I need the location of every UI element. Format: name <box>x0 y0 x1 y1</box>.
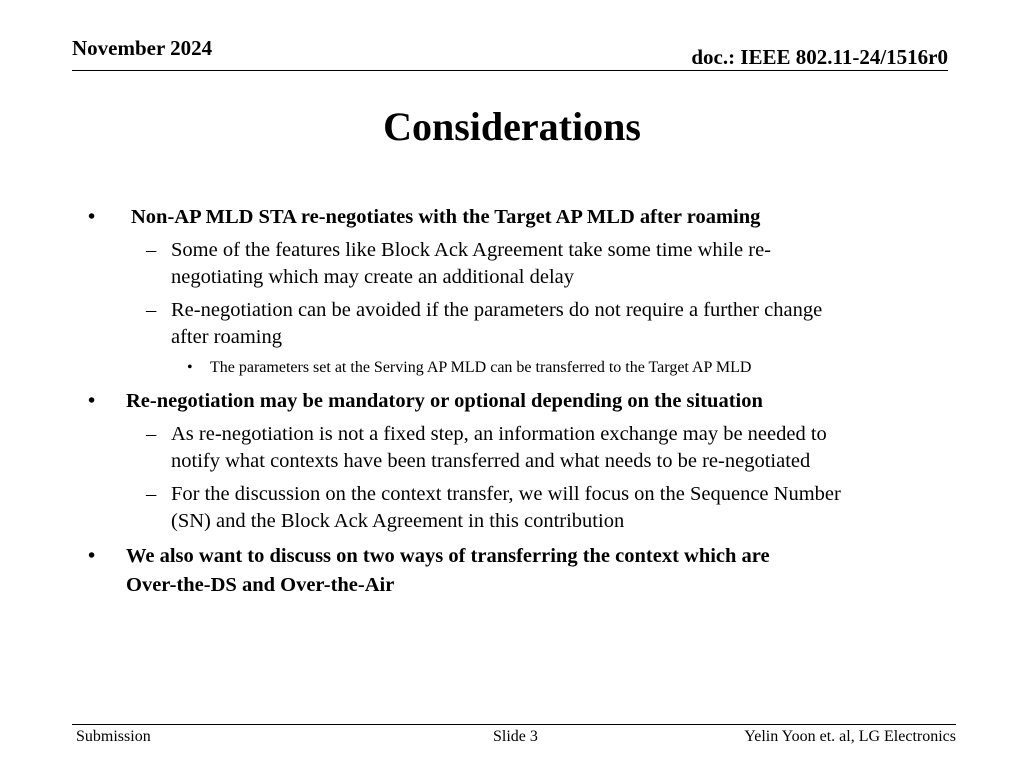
header-doc-id: doc.: IEEE 802.11-24/1516r0 <box>691 45 948 69</box>
bullet-1-marker: • <box>88 206 96 228</box>
sub-bullet-1-1-line-2: negotiating which may create an additional delay <box>171 266 575 288</box>
bullet-3-line-2: Over-the-DS and Over-the-Air <box>126 574 395 596</box>
footer-submission: Submission <box>76 728 151 745</box>
sub-bullet-2-1-line-2: notify what contexts have been transferred and what needs to be re-negotiated <box>171 450 811 472</box>
sub-bullet-1-1-line-1: Some of the features like Block Ack Agreement take some time while re- <box>171 239 772 261</box>
sub-sub-bullet-1-2-1-text: The parameters set at the Serving AP MLD can be transferred to the Target AP MLD <box>210 359 752 376</box>
sub-sub-bullet-1-2-1-marker: • <box>187 359 193 376</box>
bullet-1-text: Non-AP MLD STA re-negotiates with the Target AP MLD after roaming <box>131 206 761 228</box>
header-date: November 2024 <box>72 36 213 60</box>
sub-bullet-2-2-line-2: (SN) and the Block Ack Agreement in this contribution <box>171 510 625 532</box>
header-divider <box>72 70 948 71</box>
sub-bullet-1-2-marker: – <box>146 299 157 321</box>
sub-bullet-1-2-line-1: Re-negotiation can be avoided if the parameters do not require a further change <box>171 299 823 321</box>
sub-bullet-1-2-line-2: after roaming <box>171 326 282 348</box>
footer-authors: Yelin Yoon et. al, LG Electronics <box>744 728 956 745</box>
slide-title: Considerations <box>383 104 641 149</box>
footer-slide-number: Slide 3 <box>493 728 538 745</box>
footer-divider <box>72 724 956 725</box>
bullet-2-text: Re-negotiation may be mandatory or optional depending on the situation <box>126 390 763 412</box>
sub-bullet-2-1-marker: – <box>146 423 157 445</box>
sub-bullet-2-2-marker: – <box>146 483 157 505</box>
bullet-3-line-1: We also want to discuss on two ways of transferring the context which are <box>126 545 770 567</box>
bullet-3-marker: • <box>88 545 96 567</box>
sub-bullet-2-2-line-1: For the discussion on the context transfer, we will focus on the Sequence Number <box>171 483 841 505</box>
sub-bullet-1-1-marker: – <box>146 239 157 261</box>
sub-bullet-2-1-line-1: As re-negotiation is not a fixed step, an information exchange may be needed to <box>171 423 827 445</box>
bullet-2-marker: • <box>88 390 96 412</box>
